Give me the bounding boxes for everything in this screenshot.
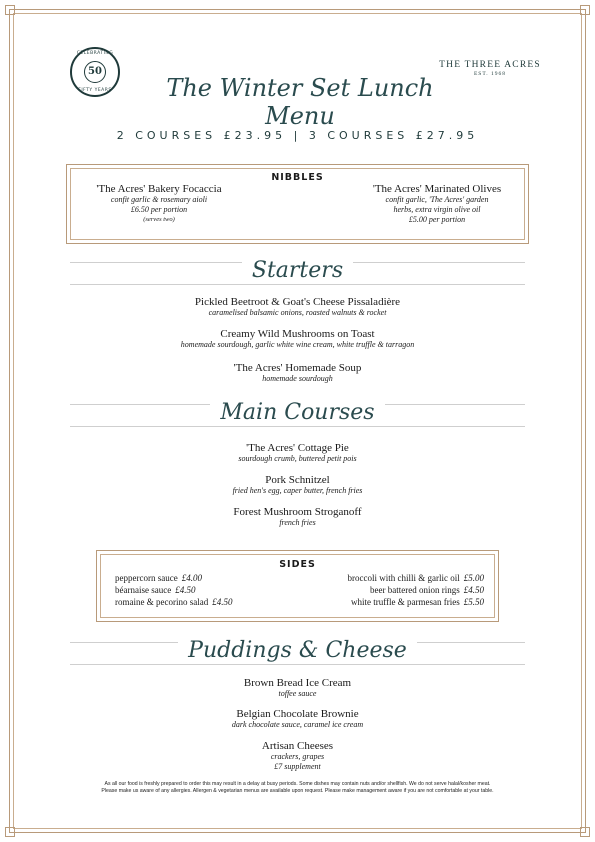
dish-name: Artisan Cheeses xyxy=(261,740,334,752)
side-price: £5.50 xyxy=(463,597,484,607)
brand-name: THE THREE ACRES xyxy=(439,60,541,70)
section-title: Main Courses xyxy=(210,400,384,425)
dish-note: (serves two) xyxy=(143,216,175,223)
dish-desc: crackers, grapes xyxy=(270,752,325,761)
footnote-line: Please make us aware of any allergies. Allergen & vegetarian menus are available upon request. Please make management aware if you are not comfortable at your table. xyxy=(101,788,494,794)
side-price: £4.00 xyxy=(181,573,202,583)
side-item xyxy=(370,584,484,596)
dish-desc: sourdough crumb, buttered petit pois xyxy=(238,454,357,463)
dish-price: £5.00 per portion xyxy=(408,215,466,224)
badge-number: 50 xyxy=(84,61,106,83)
dish-name: Pork Schnitzel xyxy=(265,474,330,486)
side-name: peppercorn sauce xyxy=(115,573,178,583)
side-price: £4.50 xyxy=(212,597,233,607)
dish-item xyxy=(0,474,595,496)
nibbles-box xyxy=(66,164,529,244)
nibbles-heading: NIBBLES xyxy=(271,172,324,183)
dish-item xyxy=(0,442,595,464)
nibble-item-focaccia xyxy=(79,183,239,224)
dish-item xyxy=(0,506,595,528)
side-item xyxy=(115,584,195,596)
dish-desc: confit garlic & rosemary aioli xyxy=(110,195,208,204)
side-price: £4.50 xyxy=(463,585,484,595)
side-item xyxy=(351,596,484,608)
brand-est: EST. 1968 xyxy=(473,71,507,77)
menu-title: The Winter Set Lunch Menu xyxy=(166,74,434,130)
divider xyxy=(70,664,525,665)
side-item xyxy=(348,572,484,584)
footnote-line: As all our food is freshly prepared to order this may result in a delay at busy periods. Some dishes may contain nuts and/or shellfish. We do not serve halal/kosher meat. xyxy=(104,781,491,787)
side-name: beer battered onion rings xyxy=(370,585,460,595)
dish-name: Forest Mushroom Stroganoff xyxy=(233,506,362,518)
corner-ornament xyxy=(580,5,590,15)
badge-bottom-text: FIFTY YEARS xyxy=(78,88,112,93)
side-name: romaine & pecorino salad xyxy=(115,597,209,607)
anniversary-badge-logo xyxy=(70,47,120,97)
starters-heading xyxy=(70,258,525,283)
course-prices: 2 COURSES £23.95 | 3 COURSES £27.95 xyxy=(116,129,479,142)
section-title: Puddings & Cheese xyxy=(178,638,417,663)
dish-name: 'The Acres' Bakery Focaccia xyxy=(96,183,222,195)
dish-desc: french fries xyxy=(279,518,316,527)
badge-top-text: CELEBRATING xyxy=(76,51,114,56)
mains-heading xyxy=(70,400,525,425)
dish-item xyxy=(0,296,595,318)
sides-box xyxy=(96,550,499,622)
side-name: béarnaise sauce xyxy=(115,585,172,595)
dish-desc: homemade sourdough xyxy=(262,374,333,383)
dish-supplement: £7 supplement xyxy=(274,762,321,771)
divider xyxy=(70,284,525,285)
corner-ornament xyxy=(5,5,15,15)
dish-price: £6.50 per portion xyxy=(130,205,188,214)
side-item xyxy=(115,572,202,584)
sides-heading: SIDES xyxy=(279,559,316,570)
side-price: £4.50 xyxy=(175,585,196,595)
section-title: Starters xyxy=(242,258,353,283)
dish-desc: dark chocolate sauce, caramel ice cream xyxy=(231,720,364,729)
allergen-footnote xyxy=(30,781,565,795)
side-price: £5.00 xyxy=(463,573,484,583)
dish-item xyxy=(0,362,595,384)
corner-ornament xyxy=(580,827,590,837)
dish-name: 'The Acres' Homemade Soup xyxy=(233,362,362,374)
dish-desc: toffee sauce xyxy=(278,689,317,698)
dish-name: Creamy Wild Mushrooms on Toast xyxy=(220,328,375,340)
dish-item xyxy=(0,328,595,350)
dish-item xyxy=(0,708,595,730)
dish-desc: caramelised balsamic onions, roasted walnuts & rocket xyxy=(208,308,387,317)
dish-item xyxy=(0,677,595,699)
dish-name: 'The Acres' Cottage Pie xyxy=(246,442,349,454)
dish-name: Pickled Beetroot & Goat's Cheese Pissaladière xyxy=(194,296,401,308)
corner-ornament xyxy=(5,827,15,837)
dish-desc: herbs, extra virgin olive oil xyxy=(393,205,481,214)
dish-item xyxy=(0,740,595,772)
dish-name: Brown Bread Ice Cream xyxy=(243,677,352,689)
dish-desc: fried hen's egg, caper butter, french fries xyxy=(232,486,363,495)
divider xyxy=(70,426,525,427)
side-item xyxy=(115,596,232,608)
dish-name: Belgian Chocolate Brownie xyxy=(236,708,359,720)
dish-name: 'The Acres' Marinated Olives xyxy=(372,183,502,195)
dish-desc: confit garlic, 'The Acres' garden xyxy=(385,195,489,204)
puddings-heading xyxy=(70,638,525,663)
side-name: white truffle & parmesan fries xyxy=(350,597,460,607)
dish-desc: homemade sourdough, garlic white wine cream, white truffle & tarragon xyxy=(180,340,415,349)
nibble-item-olives xyxy=(357,183,517,225)
side-name: broccoli with chilli & garlic oil xyxy=(347,573,460,583)
